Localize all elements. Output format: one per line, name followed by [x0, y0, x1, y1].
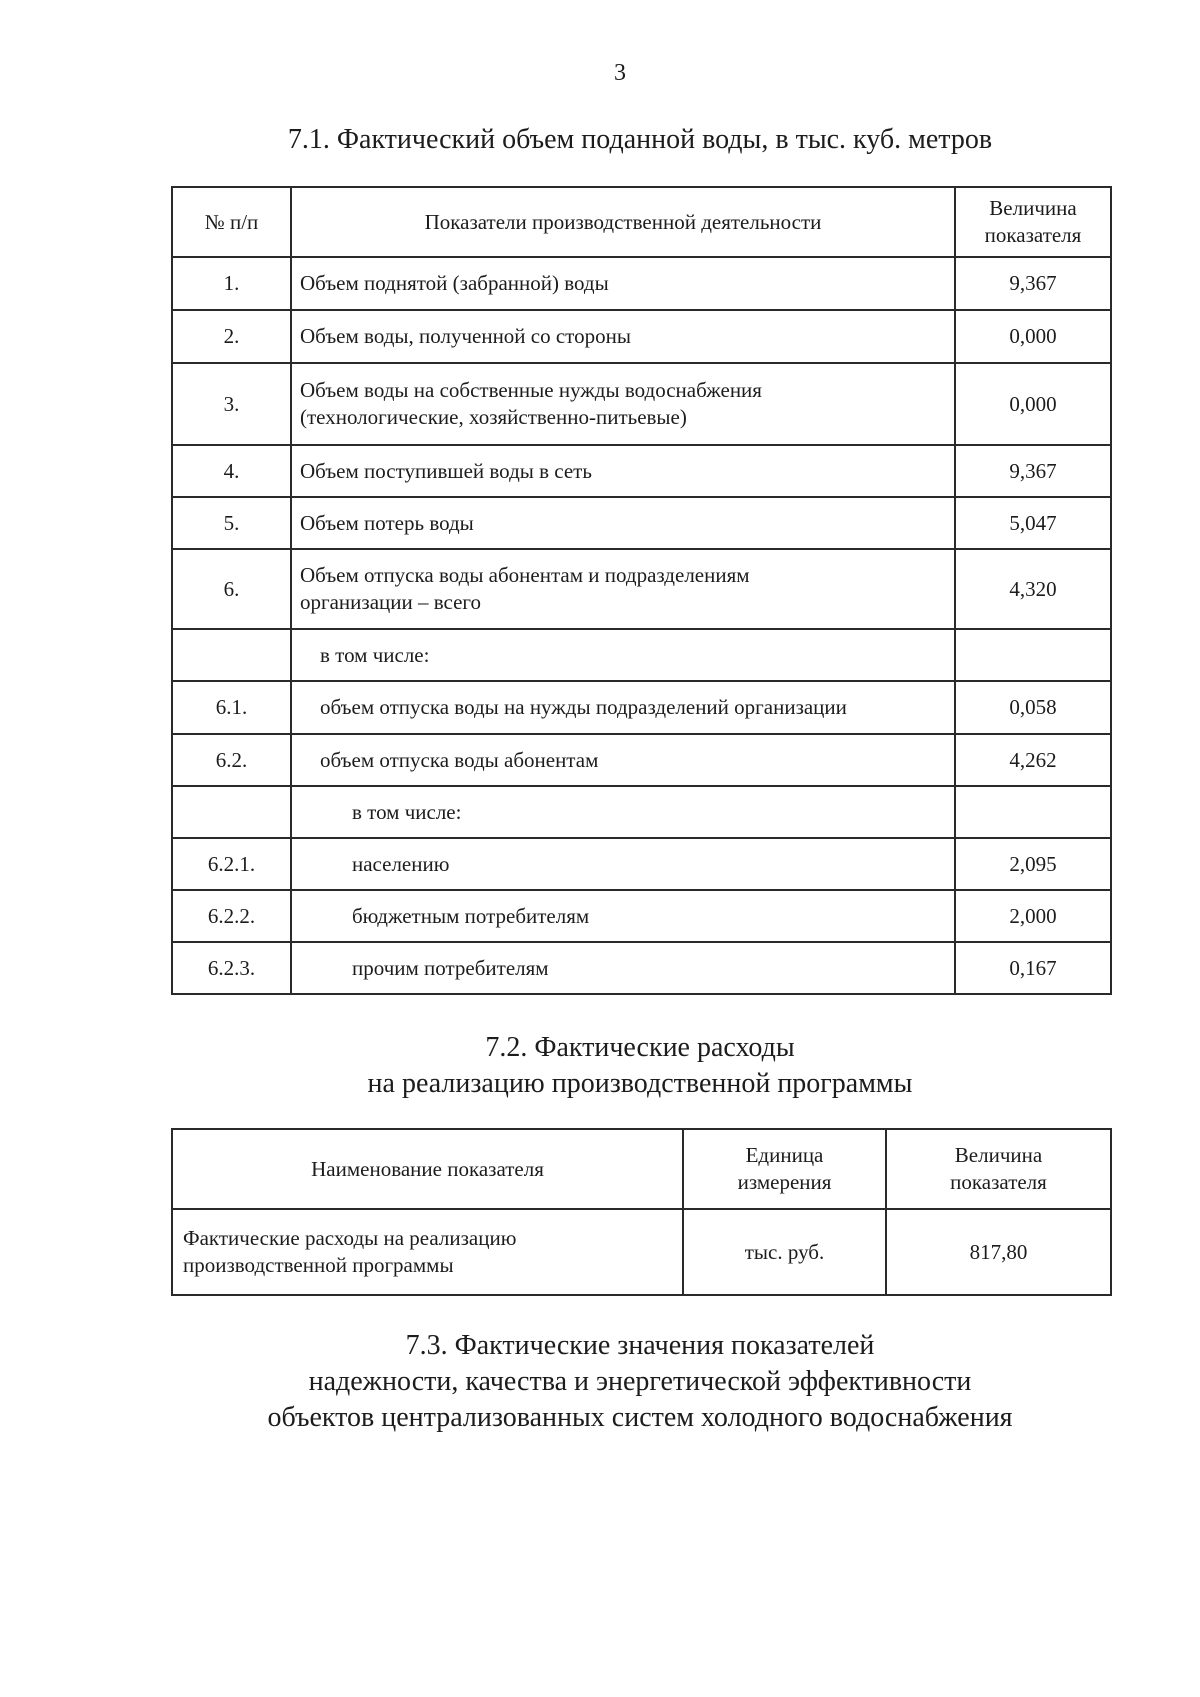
header-num: № п/п: [172, 187, 291, 257]
table-row: в том числе:: [172, 629, 1111, 681]
table-row: 4. Объем поступившей воды в сеть 9,367: [172, 445, 1111, 497]
section-7-1-title: 7.1. Фактический объем поданной воды, в тыс. куб. метров: [287, 124, 993, 155]
table-header-row: [172, 187, 1111, 257]
section-7-3-title: 7.3. Фактические значения показателей надежности, качества и энергетической эффективности объектов централизованных систем холодного водоснабжения: [267, 1330, 1013, 1433]
table-row: Фактические расходы на реализацию производственной программы тыс. руб. 817,80: [172, 1209, 1111, 1295]
table-row: 6. Объем отпуска воды абонентам и подразделениям организации – всего 4,320: [172, 549, 1111, 629]
expenses-table: [171, 1128, 1112, 1296]
header-unit: Единица измерения: [683, 1129, 886, 1209]
header-indicator-name: Наименование показателя: [172, 1129, 683, 1209]
header-value: Величина показателя: [955, 187, 1111, 257]
table-row: 6.2. объем отпуска воды абонентам 4,262: [172, 734, 1111, 786]
table-row: 2. Объем воды, полученной со стороны 0,000: [172, 310, 1111, 363]
table-row: 6.2.2. бюджетным потребителям 2,000: [172, 890, 1111, 942]
table-row: в том числе:: [172, 786, 1111, 838]
table-row: 3. Объем воды на собственные нужды водоснабжения (технологические, хозяйственно-питьевые) 0,000: [172, 363, 1111, 445]
header-value: Величина показателя: [886, 1129, 1111, 1209]
table-row: 6.2.1. населению 2,095: [172, 838, 1111, 890]
table-row: 6.1. объем отпуска воды на нужды подразделений организации 0,058: [172, 681, 1111, 734]
table-row: 1. Объем поднятой (забранной) воды 9,367: [172, 257, 1111, 310]
water-volume-table: [171, 186, 1112, 995]
table-row: 5. Объем потерь воды 5,047: [172, 497, 1111, 549]
header-indicator: Показатели производственной деятельности: [291, 187, 955, 257]
table-row: 6.2.3. прочим потребителям 0,167: [172, 942, 1111, 994]
section-7-2-title: 7.2. Фактические расходы на реализацию производственной программы: [367, 1032, 913, 1099]
page-number: 3: [614, 60, 626, 86]
table-header-row: [172, 1129, 1111, 1209]
